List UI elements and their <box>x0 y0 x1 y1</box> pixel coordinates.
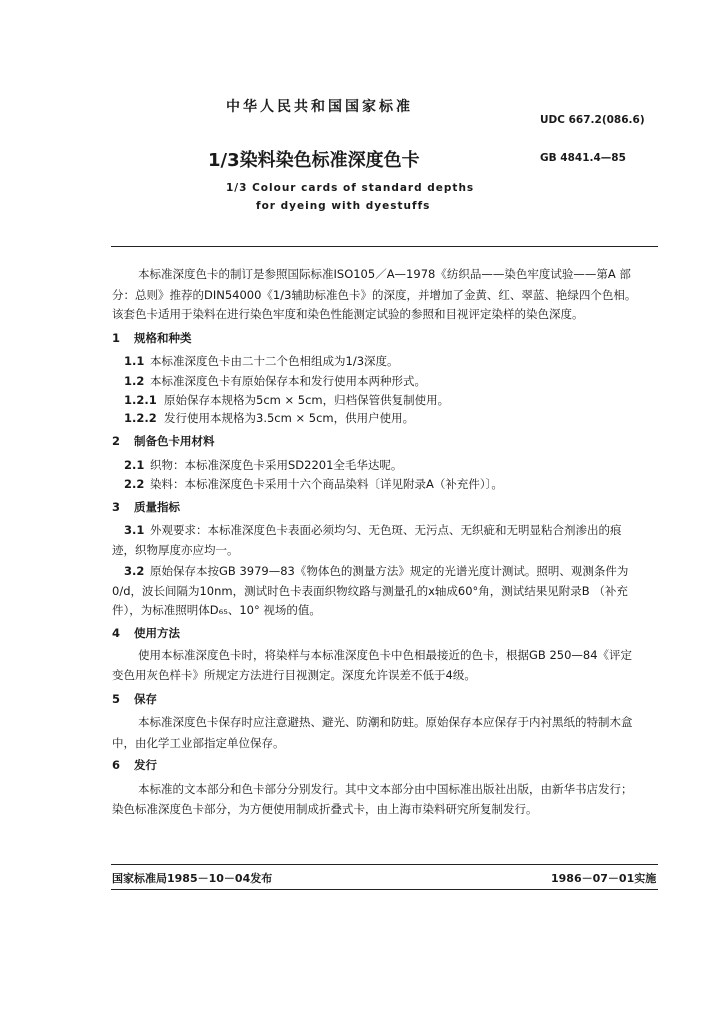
clause-1-2-2-number: 1.2.2 <box>124 411 157 425</box>
clause-1-2-1-text: 原始保存本规格为5cm × 5cm，归档保管供复制使用。 <box>164 393 450 407</box>
effective-date: 1986－07－01实施 <box>551 872 657 885</box>
section-4-title: 使用方法 <box>134 626 180 640</box>
section-5-heading <box>112 691 157 707</box>
country-standard-heading: 中华人民共和国国家标准 <box>226 99 413 115</box>
section-4-line-2: 变色用灰色样卡》所规定方法进行目视测定。深度允许误差不低于4级。 <box>112 668 476 682</box>
section-6-number: 6 <box>112 758 121 772</box>
intro-line-1: 本标准深度色卡的制订是参照国际标准ISO105／A—1978《纺织品——染色牢度试验——第A 部 <box>138 267 631 281</box>
clause-1-2-1 <box>124 392 449 408</box>
clause-1-2 <box>124 373 426 389</box>
header-rule <box>111 246 658 247</box>
clause-2-2-number: 2.2 <box>124 477 145 491</box>
clause-3-1 <box>124 522 622 538</box>
section-2-title: 制备色卡用材料 <box>134 434 215 448</box>
section-3-number: 3 <box>112 500 121 514</box>
udc-code: UDC 667.2(086.6) <box>540 114 645 126</box>
clause-1-2-2-text: 发行使用本规格为3.5cm × 5cm，供用户使用。 <box>164 411 415 425</box>
section-5-line-1: 本标准深度色卡保存时应注意避热、避光、防潮和防蛀。原始保存本应保存于内衬黑纸的特制木盒 <box>138 715 633 729</box>
issue-date: 国家标准局1985－10－04发布 <box>112 872 273 885</box>
gb-number: GB 4841.4—85 <box>540 152 626 164</box>
clause-3-2-line-2: 0/d，波长间隔为10nm，测试时色卡表面织物纹路与测量孔的x轴成60°角，测试结果见附录B （补充 <box>112 584 628 598</box>
section-4-heading <box>112 625 180 641</box>
document-title: 1/3染料染色标准深度色卡 <box>208 150 420 171</box>
section-4-number: 4 <box>112 626 121 640</box>
section-4-line-1: 使用本标准深度色卡时，将染样与本标准深度色卡中色相最接近的色卡，根据GB 250—84《评定 <box>138 648 633 662</box>
clause-1-2-text: 本标准深度色卡有原始保存本和发行使用本两种形式。 <box>150 374 426 388</box>
clause-3-1-line-2: 迹，织物厚度亦应均一。 <box>112 543 239 557</box>
clause-3-2 <box>124 563 628 579</box>
section-5-line-2: 中，由化学工业部指定单位保存。 <box>112 736 285 750</box>
clause-3-1-text: 外观要求：本标准深度色卡表面必须均匀、无色斑、无污点、无织疵和无明显粘合剂渗出的痕 <box>150 523 622 537</box>
clause-3-1-number: 3.1 <box>124 523 145 537</box>
clause-1-2-number: 1.2 <box>124 374 145 388</box>
section-5-number: 5 <box>112 692 121 706</box>
section-6-line-2: 染色标准深度色卡部分，为方便使用制成折叠式卡，由上海市染料研究所复制发行。 <box>112 802 538 816</box>
clause-2-1-number: 2.1 <box>124 458 145 472</box>
section-1-number: 1 <box>112 331 121 345</box>
clause-2-1-text: 织物：本标准深度色卡采用SD2201全毛华达呢。 <box>150 458 403 472</box>
clause-1-1-text: 本标准深度色卡由二十二个色相组成为1/3深度。 <box>150 354 399 368</box>
clause-3-2-text: 原始保存本按GB 3979—83《物体色的测量方法》规定的光谱光度计测试。照明、观测条件为 <box>150 564 629 578</box>
section-6-title: 发行 <box>134 758 157 772</box>
clause-3-2-number: 3.2 <box>124 564 145 578</box>
section-6-line-1: 本标准的文本部分和色卡部分分别发行。其中文本部分由中国标准出版社出版，由新华书店发行； <box>138 782 633 796</box>
english-title-line1: 1/3 Colour cards of standard depths <box>226 182 475 194</box>
section-1-heading <box>112 330 192 346</box>
section-1-title: 规格和种类 <box>134 331 192 345</box>
section-6-heading <box>112 757 157 773</box>
section-5-title: 保存 <box>134 692 157 706</box>
intro-line-3: 该套色卡适用于染料在进行染色牢度和染色性能测定试验的参照和目视评定染样的染色深度。 <box>112 307 584 321</box>
clause-1-2-1-number: 1.2.1 <box>124 393 157 407</box>
footer-rule-bottom <box>111 889 658 890</box>
section-3-title: 质量指标 <box>134 500 180 514</box>
clause-2-2 <box>124 476 503 492</box>
section-3-heading <box>112 499 180 515</box>
clause-1-1-number: 1.1 <box>124 354 145 368</box>
clause-1-2-2 <box>124 410 414 426</box>
intro-line-2: 分：总则》推荐的DIN54000《1/3辅助标准色卡》的深度，并增加了金黄、红、翠蓝、艳绿四个色相。 <box>112 288 637 302</box>
section-2-heading <box>112 433 215 449</box>
footer-rule-top <box>111 864 658 865</box>
clause-1-1 <box>124 353 399 369</box>
clause-3-2-line-3: 件），为标准照明体D₆₅、10° 视场的值。 <box>112 603 321 617</box>
clause-2-1 <box>124 457 402 473</box>
section-2-number: 2 <box>112 434 121 448</box>
english-title-line2: for dyeing with dyestuffs <box>256 200 431 212</box>
clause-2-2-text: 染料：本标准深度色卡采用十六个商品染料〔详见附录A（补充件）〕。 <box>150 477 503 491</box>
